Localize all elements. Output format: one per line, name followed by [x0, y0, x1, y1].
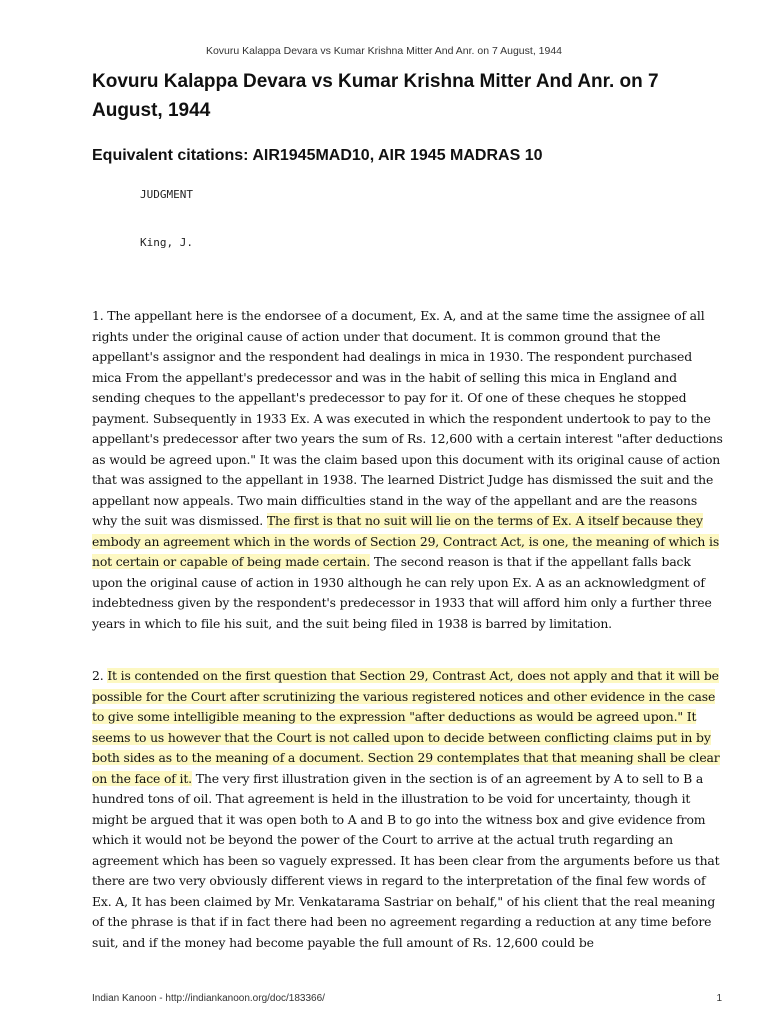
- document-title: Kovuru Kalappa Devara vs Kumar Krishna Mitter And Anr. on 7 August, 1944: [92, 71, 659, 121]
- equivalent-citations: Equivalent citations: AIR1945MAD10, AIR 1945 MADRAS 10: [92, 147, 543, 164]
- judgment-label: JUDGMENT: [140, 188, 193, 201]
- highlighted-passage[interactable]: It is contended on the first question that Section 29, Contrast Act, does not apply and that it will be possible for the Court after scrutinizing the various registered notices and other evidence in the case to give some intelligible meaning to the expression "after deductions as would be agreed upon." It seems to us however that the Court is not called upon to decide between conflicting claims put in by both sides as to the meaning of a document. Section 29 contemplates that that meaning shall be clear on the face of it.: [92, 668, 720, 786]
- running-header: Kovuru Kalappa Devara vs Kumar Krishna Mitter And Anr. on 7 August, 1944: [205, 45, 563, 57]
- paragraph-2: [92, 666, 723, 953]
- paragraph-segment: 1. The appellant here is the endorsee of a document, Ex. A, and at the same time the assignee of all rights under the original cause of action under that document. It is common ground that the appellant's assignor and the respondent had dealings in mica in 1930. The respondent purchased mica From the appellant's predecessor and was in the habit of selling this mica in England and sending cheques to the appellant's predecessor to pay for it. Of one of these cheques he stopped payment. Subsequently in 1933 Ex. A was executed in which the respondent undertook to pay to the appellant's predecessor after two years the sum of Rs. 12,600 with a certain interest "after deductions as would be agreed upon." It was the claim based upon this document with its original cause of action that was assigned to the appellant in 1938. The learned District Judge has dismissed the suit and the appellant now appeals. Two main difficulties stand in the way of the appellant and are the reasons why the suit was dismissed.: [92, 308, 723, 528]
- highlighted-passage[interactable]: The first is that no suit will lie on the terms of Ex. A itself because they embody an agreement which in the words of Section 29, Contract Act, is one, the meaning of which is not certain or capable of being made certain.: [92, 513, 720, 569]
- footer-source-link[interactable]: Indian Kanoon - http://indiankanoon.org/doc/183366/: [92, 993, 325, 1004]
- paragraph-segment: 2.: [92, 668, 108, 683]
- paragraph-segment: The very first illustration given in the section is of an agreement by A to sell to B a hundred tons of oil. That agreement is held in the illustration to be void for uncertainty, though it might be argued that it was open both to A and B to go into the witness box and give evidence from which it would not be beyond the power of the Court to arrive at the actual truth regarding an agreement which has been so vaguely expressed. It has been clear from the arguments before us that there are two very obviously different views in regard to the interpretation of the final few words of Ex. A, It has been claimed by Mr. Venkatarama Sastriar on behalf," of his client that the real meaning of the phrase is that if in fact there had been no agreement regarding a reduction at any time before suit, and if the money had become payable the full amount of Rs. 12,600 could be: [92, 770, 720, 950]
- judge-name: King, J.: [140, 236, 193, 249]
- paragraph-segment: The second reason is that if the appellant falls back upon the original cause of action in 1930 although he can rely upon Ex. A as an acknowledgment of indebtedness given by the respondent's predecessor in 1933 that will afford him only a further three years in which to file his suit, and the suit being filed in 1938 is barred by limitation.: [92, 554, 712, 631]
- page-number: 1: [716, 993, 722, 1004]
- paragraph-1: [92, 306, 723, 634]
